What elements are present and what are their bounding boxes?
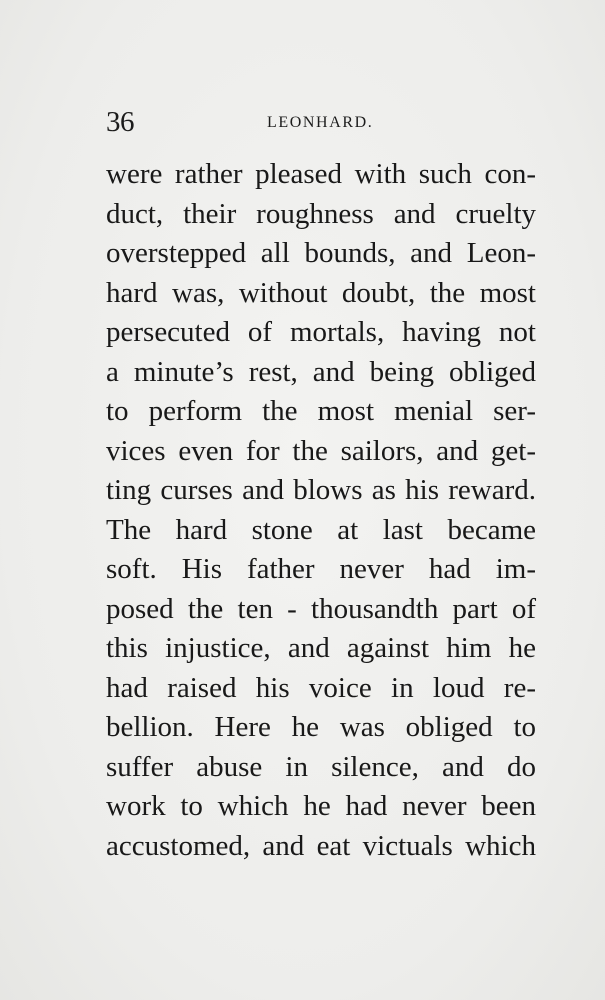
page-number: 36 — [106, 106, 134, 138]
text-line: ting curses and blows as his reward. — [106, 474, 536, 506]
text-line: soft. His father never had im- — [106, 553, 536, 585]
text-line: hard was, without doubt, the most — [106, 276, 536, 309]
body-text — [106, 155, 536, 866]
text-line: a minute’s rest, and being obliged — [106, 355, 536, 388]
text-line: were rather pleased with such con- — [106, 158, 536, 190]
text-line: suffer abuse in silence, and do — [106, 750, 536, 783]
text-line: had raised his voice in loud re- — [106, 671, 536, 704]
page-header — [106, 104, 536, 140]
text-line: bellion. Here he was obliged to — [106, 711, 536, 743]
text-line: overstepped all bounds, and Leon- — [106, 237, 536, 269]
text-line: duct, their roughness and cruelty — [106, 197, 536, 230]
text-line: persecuted of mortals, having not — [106, 316, 536, 348]
text-line: The hard stone at last became — [106, 513, 536, 546]
text-line: this injustice, and against him he — [106, 632, 536, 664]
text-line: accustomed, and eat victuals which — [106, 829, 536, 862]
text-line: posed the ten - thousandth part of — [106, 592, 536, 625]
running-head: LEONHARD. — [267, 114, 374, 131]
text-line: vices even for the sailors, and get- — [106, 434, 536, 467]
text-line: to perform the most menial ser- — [106, 395, 536, 427]
text-line: work to which he had never been — [106, 790, 536, 822]
